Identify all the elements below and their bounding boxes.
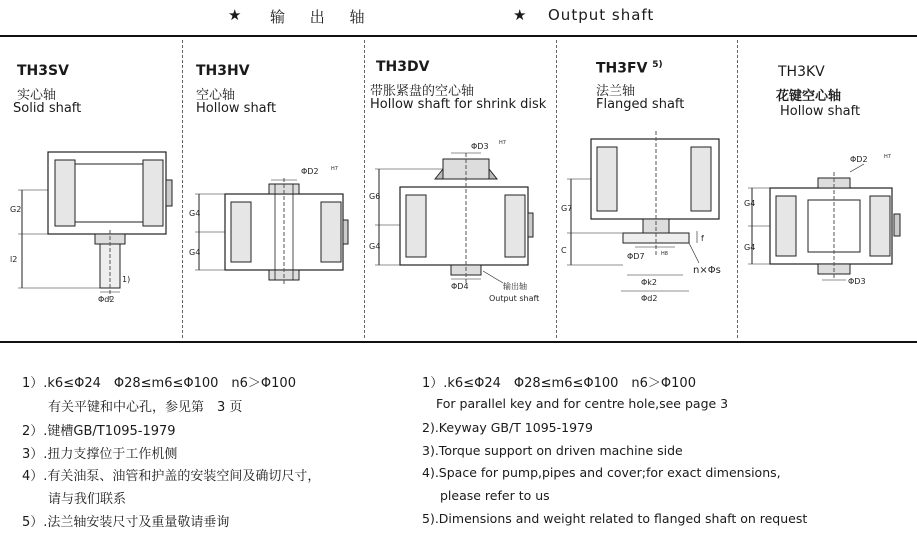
header-title-en: Output shaft (548, 6, 655, 24)
dim-label: Φd2 (641, 294, 658, 303)
note-en-2: 2).Keyway GB/T 1095-1979 (422, 420, 593, 435)
note-ref: 1) (122, 275, 131, 284)
note-en-1b: For parallel key and for centre hole,see page 3 (436, 396, 729, 411)
note-en-4: 4).Space for pump,pipes and cover;for exact dimensions, (422, 465, 781, 480)
note-en-4b: please refer to us (440, 488, 550, 503)
header-title-cn: 输 出 轴 (270, 8, 375, 26)
shrink-disk-shaft-drawing (365, 135, 556, 305)
dim-label: ΦD2 (850, 155, 868, 164)
dim-label: ΦD2 (301, 167, 319, 176)
note-en-5: 5).Dimensions and weight related to flanged shaft on request (422, 511, 808, 526)
note-cn-4b: 请与我们联系 (48, 492, 127, 507)
note-en-1: 1）.k6≤Φ24 Φ28≤m6≤Φ100 n6＞Φ100 (422, 376, 696, 391)
panel-model: TH3SV (17, 63, 69, 79)
dim-label: G4 (189, 209, 201, 218)
panel-name-en: Hollow shaft (780, 104, 861, 119)
panel-name-cn: 花键空心轴 (776, 89, 842, 104)
panel-name-cn: 法兰轴 (596, 84, 636, 99)
panel-model-text: TH3FV (596, 60, 648, 77)
dim-label: f (701, 234, 704, 243)
note-cn-1: 1）.k6≤Φ24 Φ28≤m6≤Φ100 n6＞Φ100 (22, 376, 296, 391)
note-cn-3: 3）.扭力支撑位于工作机侧 (22, 447, 178, 462)
panel-model (596, 60, 663, 77)
dim-label: n×Φs (693, 265, 721, 276)
dim-label: ΦD7 (627, 252, 645, 261)
panel-name-cn: 空心轴 (196, 88, 236, 103)
dim-label: Φk2 (641, 278, 658, 287)
middle-rule (0, 341, 917, 343)
dim-label: Φd2 (98, 295, 115, 304)
panel-name-en: Flanged shaft (596, 97, 685, 112)
note-cn-5: 5）.法兰轴安装尺寸及重量敬请垂询 (22, 515, 230, 530)
dim-label: G6 (369, 192, 381, 201)
splined-shaft-drawing (738, 150, 917, 295)
note-en-3: 3).Torque support on driven machine side (422, 443, 683, 458)
dim-label: ΦD4 (451, 282, 469, 291)
panel-name-en: Hollow shaft (196, 101, 277, 116)
star-icon: ★ (513, 6, 528, 24)
fit-label: H7 (499, 140, 506, 146)
solid-shaft-drawing (0, 140, 182, 310)
dim-label: l2 (10, 255, 18, 264)
dim-label: G4 (189, 248, 201, 257)
panel-model: TH3HV (196, 63, 250, 79)
note-cn-4: 4）.有关油泵、油管和护盖的安装空间及确切尺寸， (22, 469, 321, 484)
star-icon: ★ (228, 6, 243, 24)
fit-label: H8 (661, 251, 668, 257)
fit-label: H7 (884, 154, 891, 160)
top-rule (0, 35, 917, 37)
panel-model: TH3DV (376, 59, 430, 75)
note-cn-2: 2）.键槽GB/T1095-1979 (22, 424, 176, 439)
panel-name-cn: 带胀紧盘的空心轴 (370, 84, 475, 99)
section-header (0, 0, 917, 36)
drawing-label-cn: 输出轴 (503, 282, 527, 291)
panel-name-en: Hollow shaft for shrink disk (370, 97, 547, 112)
dim-label: G4 (744, 243, 756, 252)
fit-label: H7 (331, 166, 338, 172)
note-ref: 5) (652, 60, 663, 70)
dim-label: G4 (744, 199, 756, 208)
drawing-label-en: Output shaft (489, 294, 540, 303)
note-cn-1b: 有关平键和中心孔，参见第 3 页 (48, 400, 243, 415)
panel-model: TH3KV (778, 64, 825, 80)
flanged-shaft-drawing (557, 125, 737, 310)
hollow-shaft-drawing (183, 160, 365, 290)
panel-name-cn: 实心轴 (17, 88, 57, 103)
dim-label: ΦD3 (471, 142, 489, 151)
dim-label: G4 (369, 242, 381, 251)
dim-label: G2 (10, 205, 22, 214)
dim-label: G7 (561, 204, 573, 213)
panel-name-en: Solid shaft (13, 101, 82, 116)
dim-label: C (561, 246, 567, 255)
dim-label: ΦD3 (848, 277, 866, 286)
